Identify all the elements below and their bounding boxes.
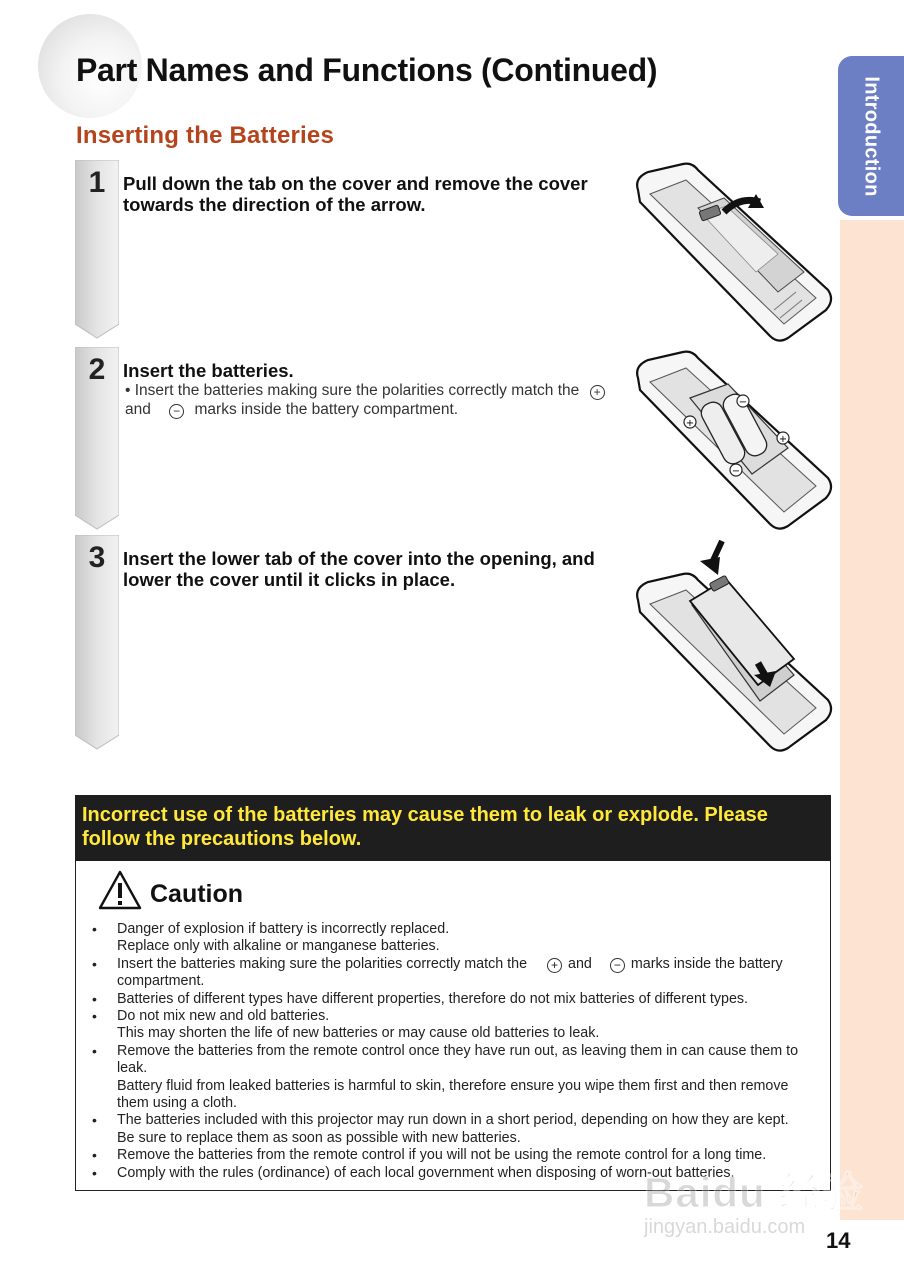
section-title: Inserting the Batteries <box>76 122 334 149</box>
warning-triangle-icon <box>97 869 143 911</box>
step-2-heading: Insert the batteries. <box>123 360 294 381</box>
caution-item-line: • Batteries of different types have different properties, therefore do not mix batteries of different types. <box>117 990 749 1007</box>
caution-item-text: marks inside the battery compartment. <box>117 955 783 990</box>
caution-item-line: • Do not mix new and old batteries. <box>117 1008 330 1025</box>
step-1-heading: Pull down the tab on the cover and remove the cover towards the direction of the arrow. <box>123 173 588 215</box>
caution-item-line: • Remove the batteries from the remote control once they have run out, as leaving them in can cause them to leak. <box>117 1042 799 1077</box>
caution-item <box>91 1112 823 1147</box>
warning-banner <box>75 795 831 861</box>
caution-item <box>91 921 823 956</box>
caution-item <box>91 1043 823 1113</box>
minus-icon: − <box>169 404 184 419</box>
caution-item-line: • Comply with the rules (ordinance) of each local government when disposing of worn-out batteries. <box>117 1164 735 1181</box>
step-2-bullet-suffix: marks inside the battery compartment. <box>194 400 459 418</box>
caution-item-line: • The batteries included with this projector may run down in a short period, depending on how they are kept. <box>117 1112 789 1129</box>
caution-item-and: and <box>568 955 592 972</box>
page-title: Part Names and Functions (Continued) <box>76 52 658 88</box>
side-tab-label-wrap <box>838 56 904 216</box>
plus-icon: + <box>590 385 605 400</box>
svg-text:+: + <box>778 434 788 445</box>
caution-label: Caution <box>150 880 244 908</box>
step-2-number: 2 <box>88 353 106 386</box>
page-number: 14 <box>826 1228 851 1253</box>
step-2-bullet-prefix: • Insert the batteries making sure the polarities correctly match the <box>125 382 580 399</box>
minus-icon: − <box>610 958 625 973</box>
caution-item-line: Be sure to replace them as soon as possible with new batteries. <box>117 1129 521 1146</box>
caution-item-line: This may shorten the life of new batteries or may cause old batteries to leak. <box>117 1025 600 1042</box>
caution-item-line: Battery fluid from leaked batteries is harmful to skin, therefore ensure you wipe them first and then remove them using a cloth. <box>117 1077 789 1112</box>
watermark-sub: jingyan.baidu.com <box>644 1216 806 1238</box>
step-3-heading: Insert the lower tab of the cover into the opening, and lower the cover until it clicks in place. <box>123 548 595 590</box>
svg-text:−: − <box>731 466 741 477</box>
warning-headline: Incorrect use of the batteries may cause them to leak or explode. Please follow the precautions below. <box>82 804 768 850</box>
caution-item <box>91 1008 823 1043</box>
caution-item-line: • Danger of explosion if battery is incorrectly replaced. <box>117 921 450 937</box>
remote-illustration-2 <box>628 348 838 533</box>
step-2-bullet <box>125 382 625 419</box>
plus-icon: + <box>547 958 562 973</box>
remote-illustration-3 <box>628 535 838 755</box>
caution-item-line: • Remove the batteries from the remote control if you will not be using the remote control for a long time. <box>117 1147 767 1164</box>
step-3-number: 3 <box>88 541 106 574</box>
remote-illustration-1 <box>628 160 838 345</box>
svg-text:−: − <box>738 397 748 408</box>
side-tab-label: Introduction <box>860 75 883 197</box>
watermark-main: Baidu 经验 <box>644 1169 865 1216</box>
caution-item <box>91 956 823 991</box>
caution-list <box>91 921 823 1182</box>
step-1-number: 1 <box>88 166 106 199</box>
svg-text:+: + <box>685 418 695 429</box>
step-2-and: and <box>125 400 151 418</box>
caution-item-line: Replace only with alkaline or manganese batteries. <box>117 938 440 955</box>
caution-item <box>91 991 823 1008</box>
caution-item-text: Insert the batteries making sure the polarities correctly match the <box>117 955 528 972</box>
side-strip <box>840 220 904 1220</box>
